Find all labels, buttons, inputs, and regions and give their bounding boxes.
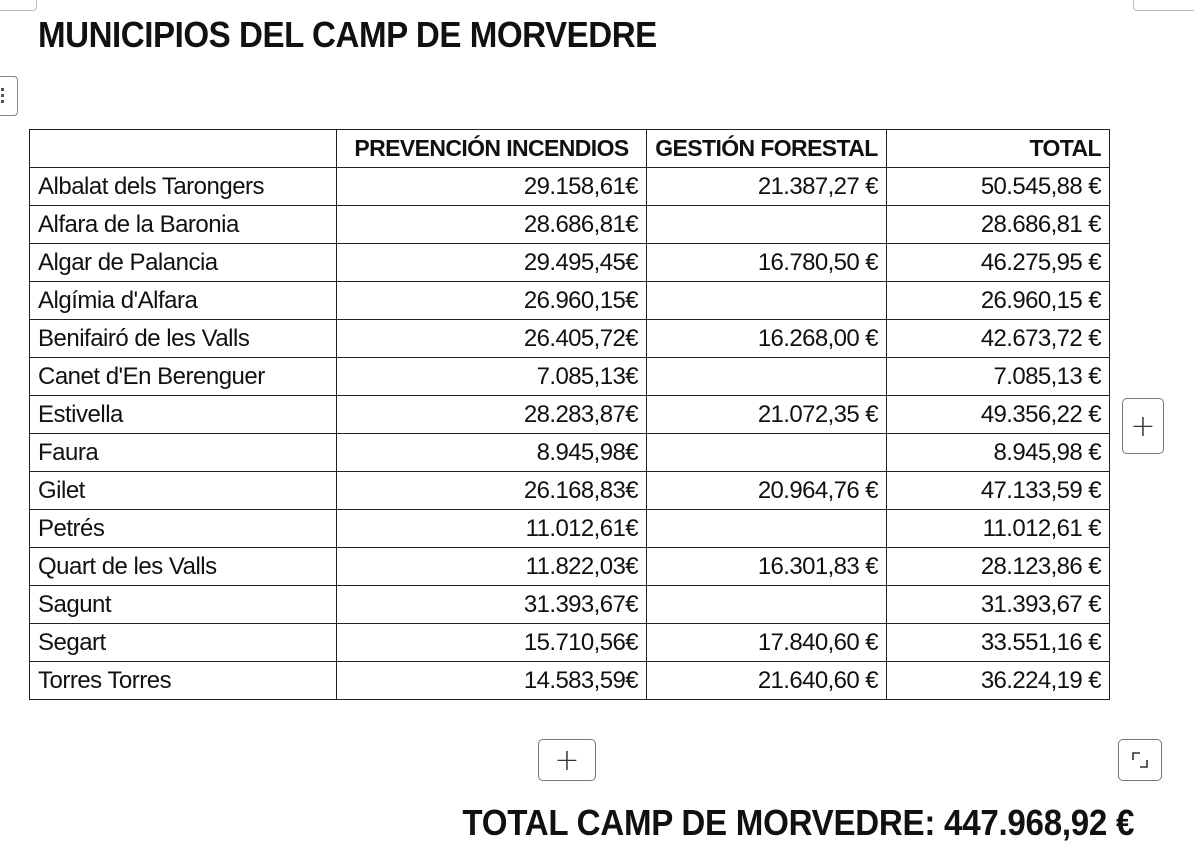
plus-icon: + [1130, 408, 1156, 444]
prevention-cell[interactable]: 28.283,87€ [337, 396, 647, 434]
municipality-cell[interactable]: Petrés [30, 510, 337, 548]
table-row [30, 510, 1110, 548]
forest-management-cell[interactable] [647, 434, 887, 472]
prevention-cell[interactable]: 14.583,59€ [337, 662, 647, 700]
forest-management-cell[interactable]: 21.640,60 € [647, 662, 887, 700]
total-cell[interactable]: 42.673,72 € [887, 320, 1110, 358]
page-corner-mark [1133, 0, 1194, 11]
header-cell-total[interactable]: TOTAL [887, 130, 1110, 168]
drag-handle-icon[interactable] [0, 76, 18, 116]
total-cell[interactable]: 7.085,13 € [887, 358, 1110, 396]
prevention-cell[interactable]: 26.405,72€ [337, 320, 647, 358]
header-cell-prevention[interactable]: PREVENCIÓN INCENDIOS [337, 130, 647, 168]
municipality-cell[interactable]: Torres Torres [30, 662, 337, 700]
total-cell[interactable]: 28.686,81 € [887, 206, 1110, 244]
table-row [30, 624, 1110, 662]
municipalities-table[interactable] [29, 129, 1110, 700]
total-cell[interactable]: 33.551,16 € [887, 624, 1110, 662]
table-row [30, 662, 1110, 700]
prevention-cell[interactable]: 15.710,56€ [337, 624, 647, 662]
table-row [30, 396, 1110, 434]
forest-management-cell[interactable] [647, 358, 887, 396]
municipality-cell[interactable]: Estivella [30, 396, 337, 434]
forest-management-cell[interactable]: 21.072,35 € [647, 396, 887, 434]
prevention-cell[interactable]: 8.945,98€ [337, 434, 647, 472]
prevention-cell[interactable]: 31.393,67€ [337, 586, 647, 624]
forest-management-cell[interactable]: 20.964,76 € [647, 472, 887, 510]
forest-management-cell[interactable]: 16.780,50 € [647, 244, 887, 282]
prevention-cell[interactable]: 11.012,61€ [337, 510, 647, 548]
page-corner-mark [0, 0, 37, 11]
prevention-cell[interactable]: 7.085,13€ [337, 358, 647, 396]
total-cell[interactable]: 11.012,61 € [887, 510, 1110, 548]
municipality-cell[interactable]: Benifairó de les Valls [30, 320, 337, 358]
resize-table-icon [1129, 749, 1151, 771]
total-cell[interactable]: 26.960,15 € [887, 282, 1110, 320]
forest-management-cell[interactable] [647, 206, 887, 244]
municipality-cell[interactable]: Algar de Palancia [30, 244, 337, 282]
forest-management-cell[interactable]: 16.268,00 € [647, 320, 887, 358]
total-cell[interactable]: 46.275,95 € [887, 244, 1110, 282]
table-row [30, 320, 1110, 358]
total-cell[interactable]: 28.123,86 € [887, 548, 1110, 586]
prevention-cell[interactable]: 29.495,45€ [337, 244, 647, 282]
table-row [30, 168, 1110, 206]
grand-total-text: TOTAL CAMP DE MORVEDRE: 447.968,92 € [462, 802, 1134, 843]
forest-management-cell[interactable]: 21.387,27 € [647, 168, 887, 206]
forest-management-cell[interactable]: 16.301,83 € [647, 548, 887, 586]
forest-management-cell[interactable]: 17.840,60 € [647, 624, 887, 662]
table-row [30, 548, 1110, 586]
table-row [30, 586, 1110, 624]
municipality-cell[interactable]: Algímia d'Alfara [30, 282, 337, 320]
prevention-cell[interactable]: 11.822,03€ [337, 548, 647, 586]
municipality-cell[interactable]: Gilet [30, 472, 337, 510]
municipality-cell[interactable]: Sagunt [30, 586, 337, 624]
table-row [30, 358, 1110, 396]
forest-management-cell[interactable] [647, 282, 887, 320]
table-row [30, 206, 1110, 244]
prevention-cell[interactable]: 28.686,81€ [337, 206, 647, 244]
table-row [30, 282, 1110, 320]
total-cell[interactable]: 50.545,88 € [887, 168, 1110, 206]
table-row [30, 472, 1110, 510]
prevention-cell[interactable]: 29.158,61€ [337, 168, 647, 206]
header-cell-forest-management[interactable]: GESTIÓN FORESTAL [647, 130, 887, 168]
total-cell[interactable]: 8.945,98 € [887, 434, 1110, 472]
resize-table-button[interactable] [1118, 739, 1162, 781]
table-header-row [30, 130, 1110, 168]
add-column-button[interactable] [1122, 398, 1164, 454]
municipality-cell[interactable]: Faura [30, 434, 337, 472]
total-cell[interactable]: 36.224,19 € [887, 662, 1110, 700]
header-cell-municipality[interactable] [30, 130, 337, 168]
municipality-cell[interactable]: Canet d'En Berenguer [30, 358, 337, 396]
document-title: MUNICIPIOS DEL CAMP DE MORVEDRE [38, 14, 657, 55]
table-row [30, 244, 1110, 282]
municipality-cell[interactable]: Albalat dels Tarongers [30, 168, 337, 206]
prevention-cell[interactable]: 26.960,15€ [337, 282, 647, 320]
table-row [30, 434, 1110, 472]
total-cell[interactable]: 49.356,22 € [887, 396, 1110, 434]
municipality-cell[interactable]: Segart [30, 624, 337, 662]
municipality-cell[interactable]: Quart de les Valls [30, 548, 337, 586]
prevention-cell[interactable]: 26.168,83€ [337, 472, 647, 510]
forest-management-cell[interactable] [647, 510, 887, 548]
add-row-button[interactable] [538, 739, 596, 781]
total-cell[interactable]: 31.393,67 € [887, 586, 1110, 624]
total-cell[interactable]: 47.133,59 € [887, 472, 1110, 510]
forest-management-cell[interactable] [647, 586, 887, 624]
municipality-cell[interactable]: Alfara de la Baronia [30, 206, 337, 244]
plus-icon: + [554, 742, 580, 778]
